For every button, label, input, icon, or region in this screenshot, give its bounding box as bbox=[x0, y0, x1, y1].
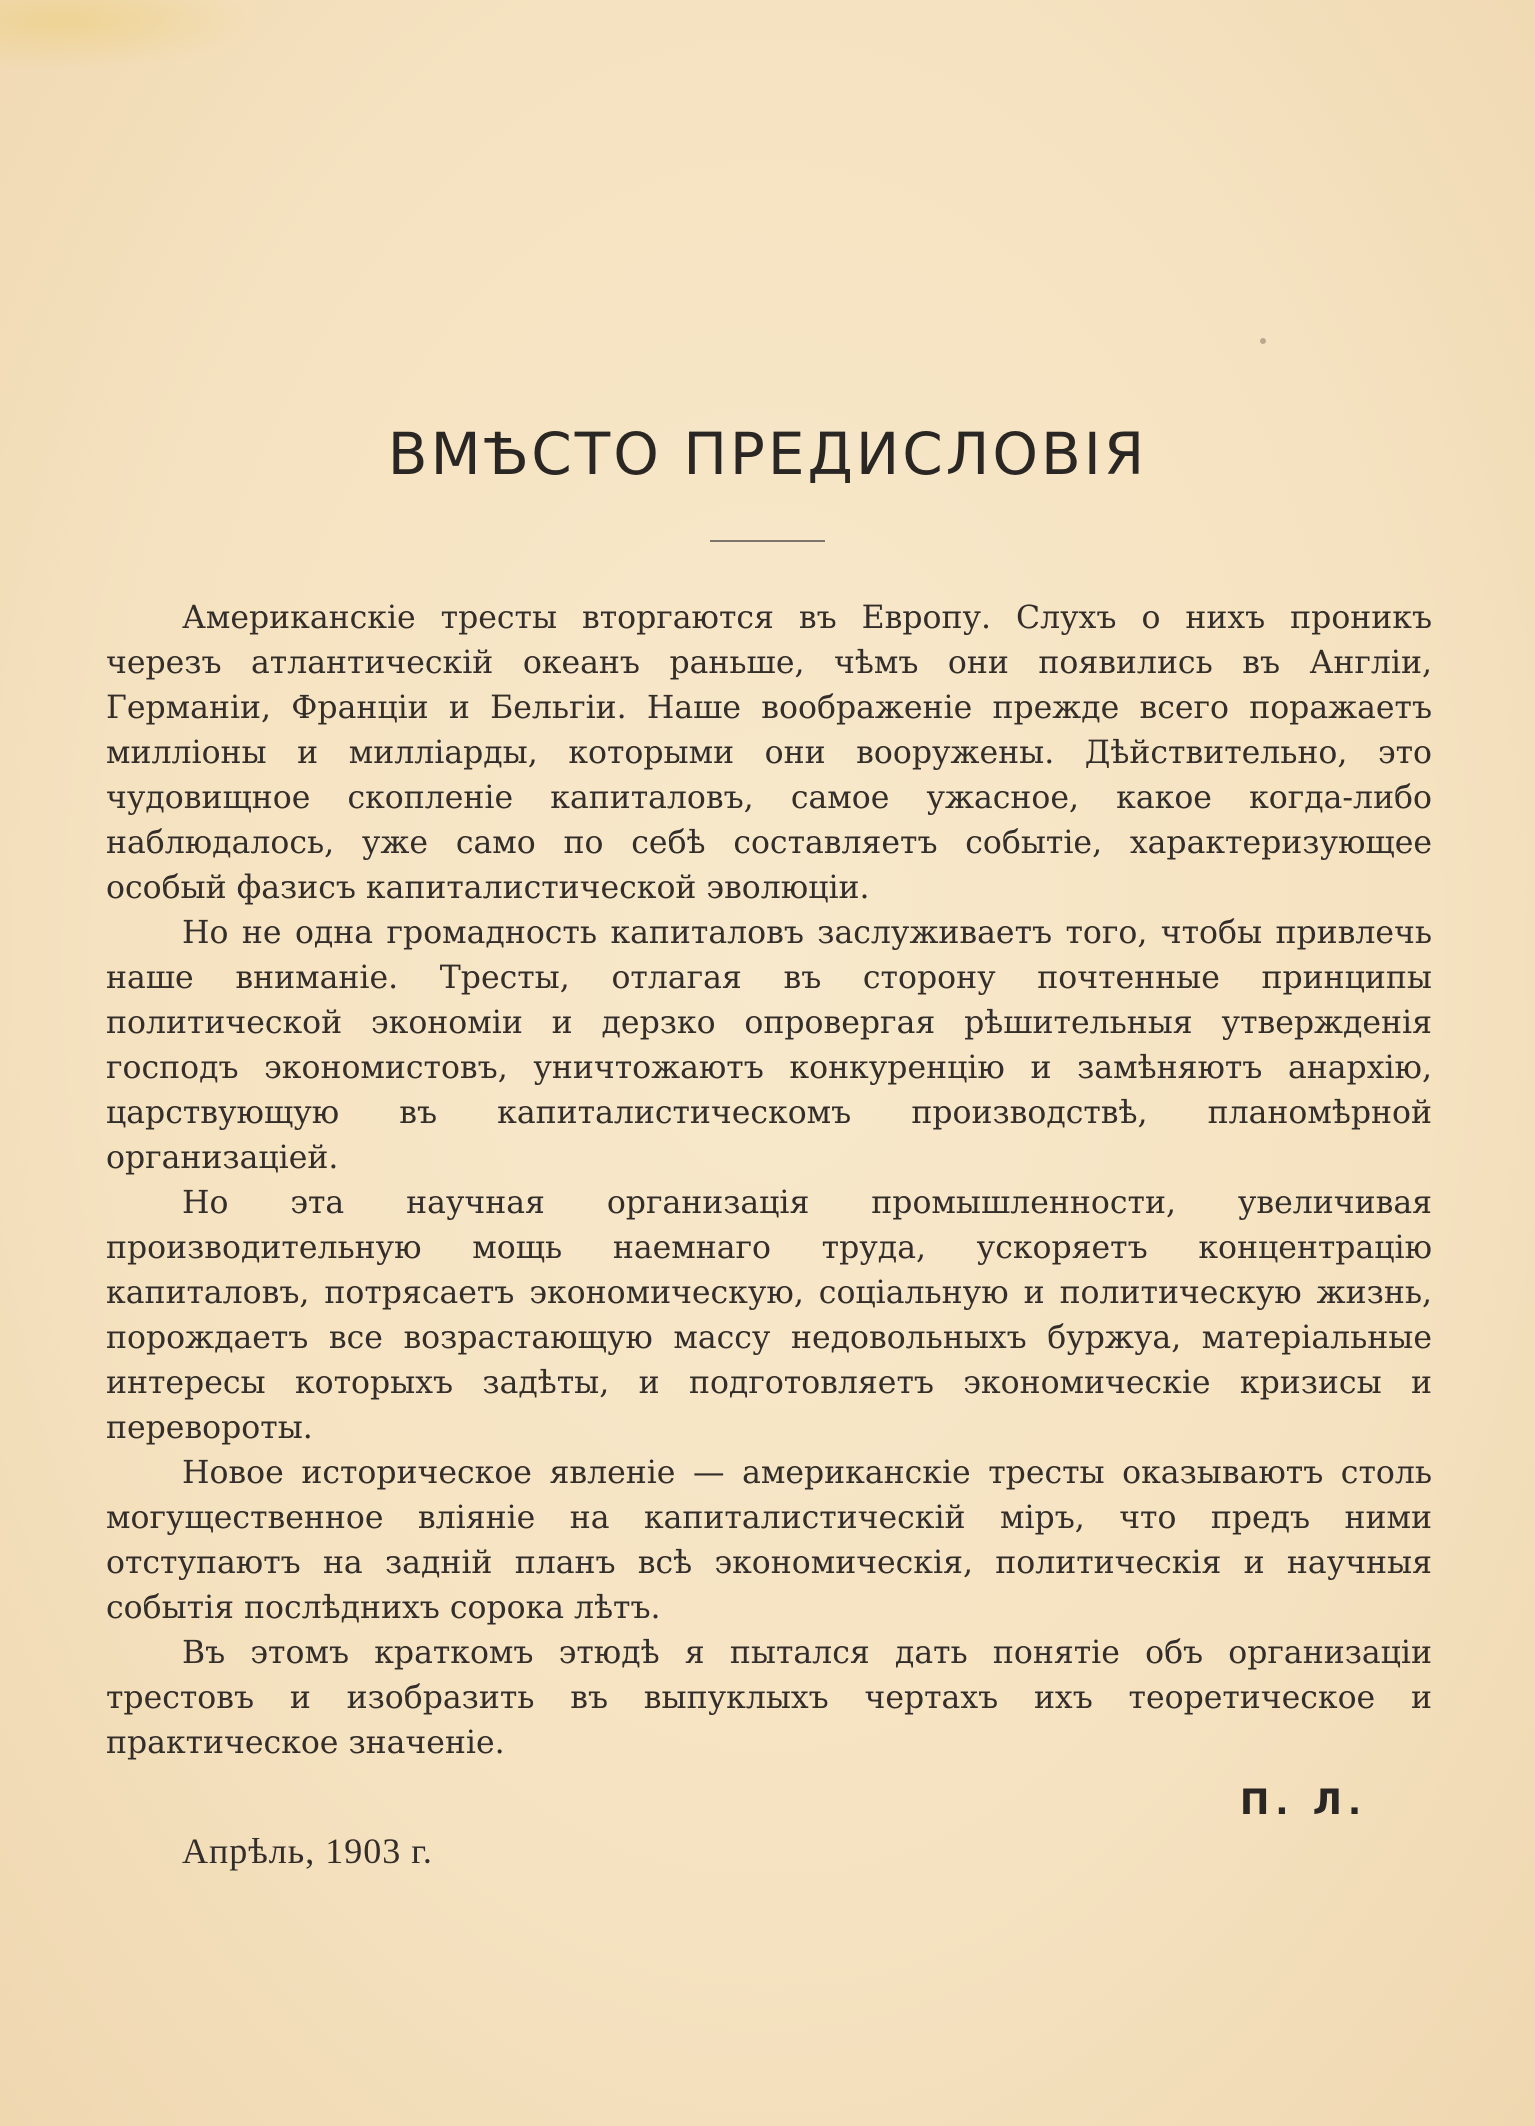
dateline: Апрѣль, 1903 г. bbox=[182, 1831, 433, 1871]
title-divider bbox=[710, 540, 825, 542]
paragraph-5: Въ этомъ краткомъ этюдѣ я пытался дать понятіе объ организаціи трестовъ и изобразить въ выпуклыхъ чертахъ ихъ теоретическое и практическое значеніе. bbox=[106, 1635, 1432, 1761]
paper-stain bbox=[0, 0, 260, 70]
author-signature: П. Л. bbox=[1240, 1783, 1368, 1823]
preface-body bbox=[106, 596, 1432, 1766]
paragraph-1: Американскіе тресты вторгаются въ Европу. Слухъ о нихъ проникъ черезъ атлантическій океанъ раньше, чѣмъ они появились въ Англіи, Германіи, Франціи и Бельгіи. Наше воображеніе прежде всего поражаетъ милліоны и милліарды, которыми они вооружены. Дѣйствительно, это чудовищное скопленіе капиталовъ, самое ужасное, какое когда-либо наблюдалось, уже само по себѣ составляетъ событіе, характеризующее особый фазисъ капиталистической эволюціи. bbox=[106, 600, 1432, 906]
paragraph-4: Новое историческое явленіе — американскіе тресты оказываютъ столь могущественное вліяніе на капиталистическій міръ, что предъ ними отступаютъ на задній планъ всѣ экономическія, политическія и научныя событія послѣднихъ сорока лѣтъ. bbox=[106, 1455, 1432, 1626]
paragraph-3: Но эта научная организація промышленности, увеличивая производительную мощь наемнаго труда, ускоряетъ концентрацію капиталовъ, потрясаетъ экономическую, соціальную и политическую жизнь, порождаетъ все возрастающую массу недовольныхъ буржуа, матеріальные интересы которыхъ задѣты, и подготовляетъ экономическіе кризисы и перевороты. bbox=[106, 1185, 1432, 1446]
paragraph-2: Но не одна громадность капиталовъ заслуживаетъ того, чтобы привлечь наше вниманіе. Тресты, отлагая въ сторону почтенные принципы политической экономіи и дерзко опровергая рѣшительныя утвержденія господъ экономистовъ, уничтожаютъ конкуренцію и замѣняютъ анархію, царствующую въ капиталистическомъ производствѣ, планомѣрной организаціей. bbox=[106, 915, 1432, 1176]
paper-speck bbox=[1260, 338, 1266, 344]
page-title: ВМѢСТО ПРЕДИСЛОВІЯ bbox=[387, 420, 1148, 488]
